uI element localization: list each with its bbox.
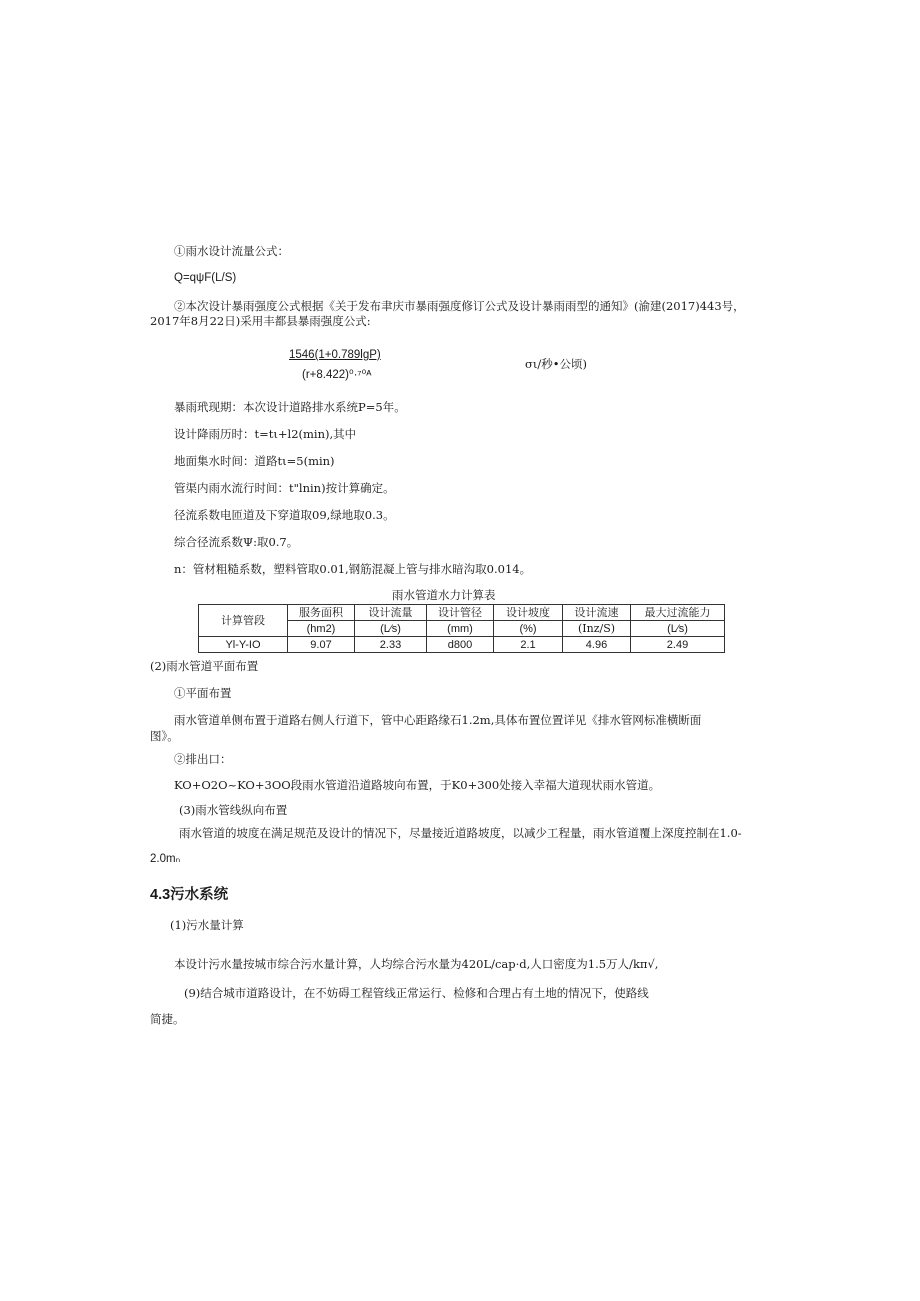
runoff-coefficient: 径流系数电匝道及下穿道取09,绿地取0.3。	[174, 508, 395, 522]
pipe-flow-time: 管渠内雨水流行时间：t"lnin)按计算确定。	[174, 481, 395, 495]
surface-collection-time: 地面集水时间：道路tι=5(min)	[174, 454, 335, 468]
cell-velocity: 4.96	[563, 637, 631, 653]
table-row	[199, 637, 725, 653]
route-text-1: (9)结合城市道路设计，在不妨碍工程管线正常运行、检修和合理占有土地的情况下，使路线	[184, 986, 649, 1000]
plan-layout-title: (2)雨水管道平面布置	[150, 659, 259, 673]
unit-slope: (%)	[494, 621, 563, 637]
col-header-slope: 设计坡度	[494, 605, 563, 621]
col-header-diameter: 设计管径	[427, 605, 494, 621]
col-header-segment: 计算管段	[199, 605, 288, 637]
rain-flow-formula: Q=qψF(L/S)	[174, 272, 237, 284]
col-header-flow: 设计流量	[355, 605, 427, 621]
cell-segment: Yl-Y-IO	[199, 637, 288, 653]
col-header-capacity: 最大过流能力	[631, 605, 725, 621]
cell-capacity: 2.49	[631, 637, 725, 653]
return-period: 暴雨玳现期：本次设计道路排水系统P=5年。	[174, 400, 406, 414]
rain-flow-formula-title: ①雨水设计流量公式：	[174, 244, 289, 258]
sewage-calc-title: (1)污水量计算	[170, 918, 244, 932]
hydraulic-calc-table	[198, 604, 725, 653]
col-header-velocity: 设计流速	[563, 605, 631, 621]
formula-unit: σι∕秒•公顷)	[525, 357, 588, 371]
formula-numerator: 1546(1+0.789lgP)	[289, 349, 381, 361]
outlet-text: KO+O2O~KO+3OO段雨水管道沿道路坡向布置，于K0+300处接入幸福大道现状雨水管道。	[174, 778, 661, 792]
cell-diameter: d800	[427, 637, 494, 653]
longitudinal-layout-title: (3)雨水管线纵向布置	[179, 803, 288, 817]
table-caption: 雨水管道水力计算表	[392, 588, 496, 602]
col-header-area: 服务面积	[288, 605, 355, 621]
combined-runoff-coefficient: 综合径流系数Ψ:取0.7。	[174, 535, 299, 549]
cell-flow: 2.33	[355, 637, 427, 653]
roughness-coefficient: n：管材粗糙系数，塑料管取0.01,钢筋混凝上管与排水暗沟取0.014。	[174, 562, 532, 576]
sewage-calc-text: 本设计污水量按城市综合污水量计算，人均综合污水量为420L∕cap·d,人口密度为1.5万人∕kπ√,	[174, 957, 659, 971]
longitudinal-layout-text-1: 雨水管道的坡度在满足规范及设计的情况下，尽量接近道路坡度，以减少工程量，雨水管道覆上深度控制在1.0-	[179, 826, 742, 840]
longitudinal-layout-text-2: 2.0mₙ	[150, 853, 181, 865]
cell-slope: 2.1	[494, 637, 563, 653]
outlet-subtitle: ②排出口：	[174, 752, 232, 766]
unit-area: (hm2)	[288, 621, 355, 637]
plan-layout-text-1: 雨水管道单侧布置于道路右侧人行道下，管中心距路缘石1.2m,具体布置位置详见《排水管网标准横断面	[174, 713, 702, 727]
unit-flow: (L⁄s)	[355, 621, 427, 637]
unit-diameter: (mm)	[427, 621, 494, 637]
sewage-system-heading: 4.3污水系统	[150, 887, 229, 903]
cell-area: 9.07	[288, 637, 355, 653]
rain-duration: 设计降雨历时：t=tι+l2(min),其中	[174, 427, 357, 441]
route-text-2: 简捷。	[150, 1012, 185, 1026]
plan-layout-subtitle: ①平面布置	[174, 686, 232, 700]
unit-capacity: (L⁄s)	[631, 621, 725, 637]
formula-denominator: (r+8.422)⁰·⁷⁰ᴬ	[302, 369, 372, 381]
table-header-row	[199, 605, 725, 621]
unit-velocity: (Inz∕S)	[563, 621, 631, 637]
plan-layout-text-2: 图》。	[150, 729, 179, 743]
intensity-formula-intro-1: ②本次设计暴雨强度公式根据《关于发布聿庆市暴雨强度修订公式及设计暴雨雨型的通知》(渝建(2017)443号，	[174, 299, 745, 313]
intensity-formula-intro-2: 2017年8月22日)采用丰都县暴雨强度公式:	[150, 314, 371, 328]
